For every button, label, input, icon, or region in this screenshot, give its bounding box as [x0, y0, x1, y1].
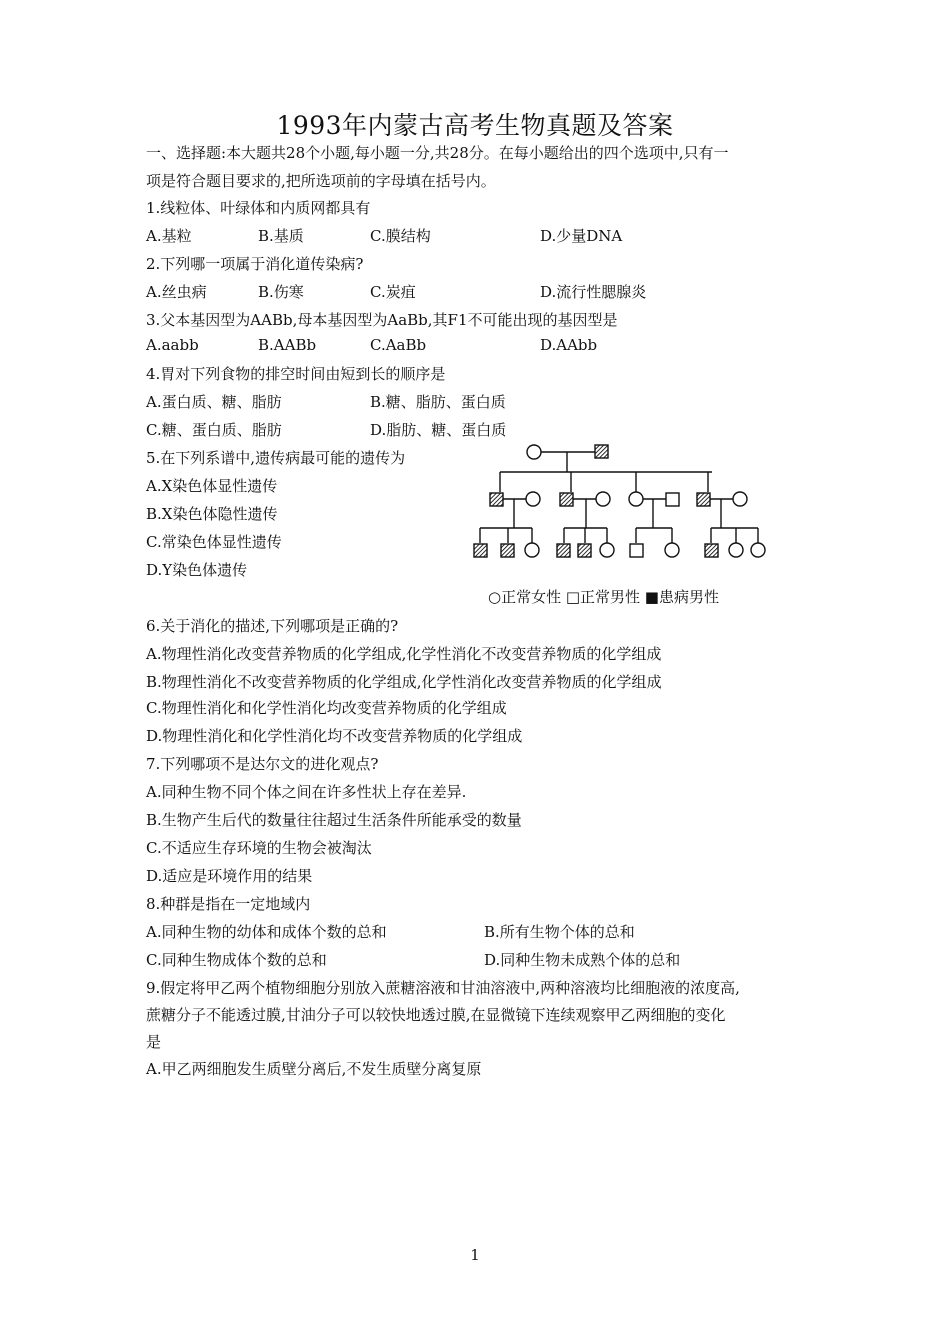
question-9-option-a: A.甲乙两细胞发生质壁分离后,不发生质壁分离复原 [146, 1060, 482, 1078]
question-1-stem: 1.线粒体、叶绿体和内质网都具有 [146, 199, 371, 217]
page-number: 1 [470, 1246, 480, 1264]
gen3-male-normal-1 [630, 544, 643, 557]
gen3-male-affected-3 [557, 544, 570, 557]
question-7-option-d: D.适应是环境作用的结果 [146, 867, 313, 885]
gen2-female-normal-1 [526, 492, 540, 506]
gen1-male-affected [595, 445, 608, 458]
question-7-option-c: C.不适应生存环境的生物会被淘汰 [146, 839, 372, 857]
gen1-female-normal [527, 445, 541, 459]
page-title: 1993年内蒙古高考生物真题及答案 [276, 111, 674, 140]
question-6-stem: 6.关于消化的描述,下列哪项是正确的? [146, 617, 399, 635]
gen2-female-normal-3 [629, 492, 643, 506]
question-9-stem-line1: 9.假定将甲乙两个植物细胞分别放入蔗糖溶液和甘油溶液中,两种溶液均比细胞液的浓度高, [146, 979, 740, 997]
question-1-option-a: A.基粒 [146, 227, 192, 245]
question-1-option-c: C.膜结构 [370, 227, 431, 245]
question-1-option-b: B.基质 [258, 227, 304, 245]
question-1-option-d: D.少量DNA [540, 227, 623, 245]
question-7-option-a: A.同种生物不同个体之间在许多性状上存在差异. [146, 783, 467, 801]
gen3-male-affected-1 [474, 544, 487, 557]
question-4-stem: 4.胃对下列食物的排空时间由短到长的顺序是 [146, 365, 446, 383]
question-8-option-a: A.同种生物的幼体和成体个数的总和 [146, 923, 387, 941]
gen3-male-affected-2 [501, 544, 514, 557]
gen3-female-normal-3 [665, 543, 679, 557]
gen2-female-normal-2 [596, 492, 610, 506]
question-8-option-d: D.同种生物未成熟个体的总和 [484, 951, 681, 969]
question-2-option-c: C.炭疽 [370, 283, 416, 301]
question-8-option-b: B.所有生物个体的总和 [484, 923, 635, 941]
question-2-stem: 2.下列哪一项属于消化道传染病? [146, 255, 364, 273]
question-6-option-a: A.物理性消化改变营养物质的化学组成,化学性消化不改变营养物质的化学组成 [146, 645, 662, 663]
question-6-option-c: C.物理性消化和化学性消化均改变营养物质的化学组成 [146, 699, 507, 717]
question-7-stem: 7.下列哪项不是达尔文的进化观点? [146, 755, 379, 773]
question-3-option-a: A.aabb [146, 336, 199, 354]
question-5-option-a: A.X染色体显性遗传 [146, 477, 278, 495]
question-8-stem: 8.种群是指在一定地域内 [146, 895, 311, 913]
section-heading-line2: 项是符合题目要求的,把所选项前的字母填在括号内。 [146, 172, 496, 190]
gen3-female-normal-2 [600, 543, 614, 557]
gen3-male-affected-5 [705, 544, 718, 557]
question-4-option-a: A.蛋白质、糖、脂肪 [146, 393, 282, 411]
pedigree-legend: ○正常女性 □正常男性 ■患病男性 [488, 588, 719, 606]
question-2-option-b: B.伤寒 [258, 283, 304, 301]
question-9-stem-line3: 是 [146, 1033, 162, 1051]
question-5-option-b: B.X染色体隐性遗传 [146, 505, 278, 523]
question-3-stem: 3.父本基因型为AABb,母本基因型为AaBb,其F1不可能出现的基因型是 [146, 311, 618, 329]
question-2-option-a: A.丝虫病 [146, 283, 207, 301]
question-5-stem: 5.在下列系谱中,遗传病最可能的遗传为 [146, 449, 406, 467]
question-4-option-c: C.糖、蛋白质、脂肪 [146, 421, 282, 439]
question-3-option-d: D.AAbb [540, 336, 598, 354]
gen3-male-affected-4 [578, 544, 591, 557]
question-6-option-d: D.物理性消化和化学性消化均不改变营养物质的化学组成 [146, 727, 523, 745]
gen3-female-normal-1 [525, 543, 539, 557]
question-5-option-d: D.Y染色体遗传 [146, 561, 248, 579]
question-5-option-c: C.常染色体显性遗传 [146, 533, 282, 551]
question-4-option-d: D.脂肪、糖、蛋白质 [370, 421, 507, 439]
question-4-option-b: B.糖、脂肪、蛋白质 [370, 393, 506, 411]
gen2-male-affected-3 [697, 493, 710, 506]
gen2-male-affected-1 [490, 493, 503, 506]
gen2-female-normal-4 [733, 492, 747, 506]
section-heading-line1: 一、选择题:本大题共28个小题,每小题一分,共28分。在每小题给出的四个选项中,只有一 [146, 144, 729, 162]
question-2-option-d: D.流行性腮腺炎 [540, 283, 647, 301]
question-8-option-c: C.同种生物成体个数的总和 [146, 951, 327, 969]
question-7-option-b: B.生物产生后代的数量往往超过生活条件所能承受的数量 [146, 811, 522, 829]
question-3-option-b: B.AABb [258, 336, 317, 354]
gen2-male-affected-2 [560, 493, 573, 506]
question-9-stem-line2: 蔗糖分子不能透过膜,甘油分子可以较快地透过膜,在显微镜下连续观察甲乙两细胞的变化 [146, 1006, 726, 1024]
gen2-male-normal-1 [666, 493, 679, 506]
question-6-option-b: B.物理性消化不改变营养物质的化学组成,化学性消化改变营养物质的化学组成 [146, 673, 662, 691]
gen3-female-normal-5 [751, 543, 765, 557]
question-3-option-c: C.AaBb [370, 336, 427, 354]
gen3-female-normal-4 [729, 543, 743, 557]
pedigree-diagram [466, 438, 776, 568]
